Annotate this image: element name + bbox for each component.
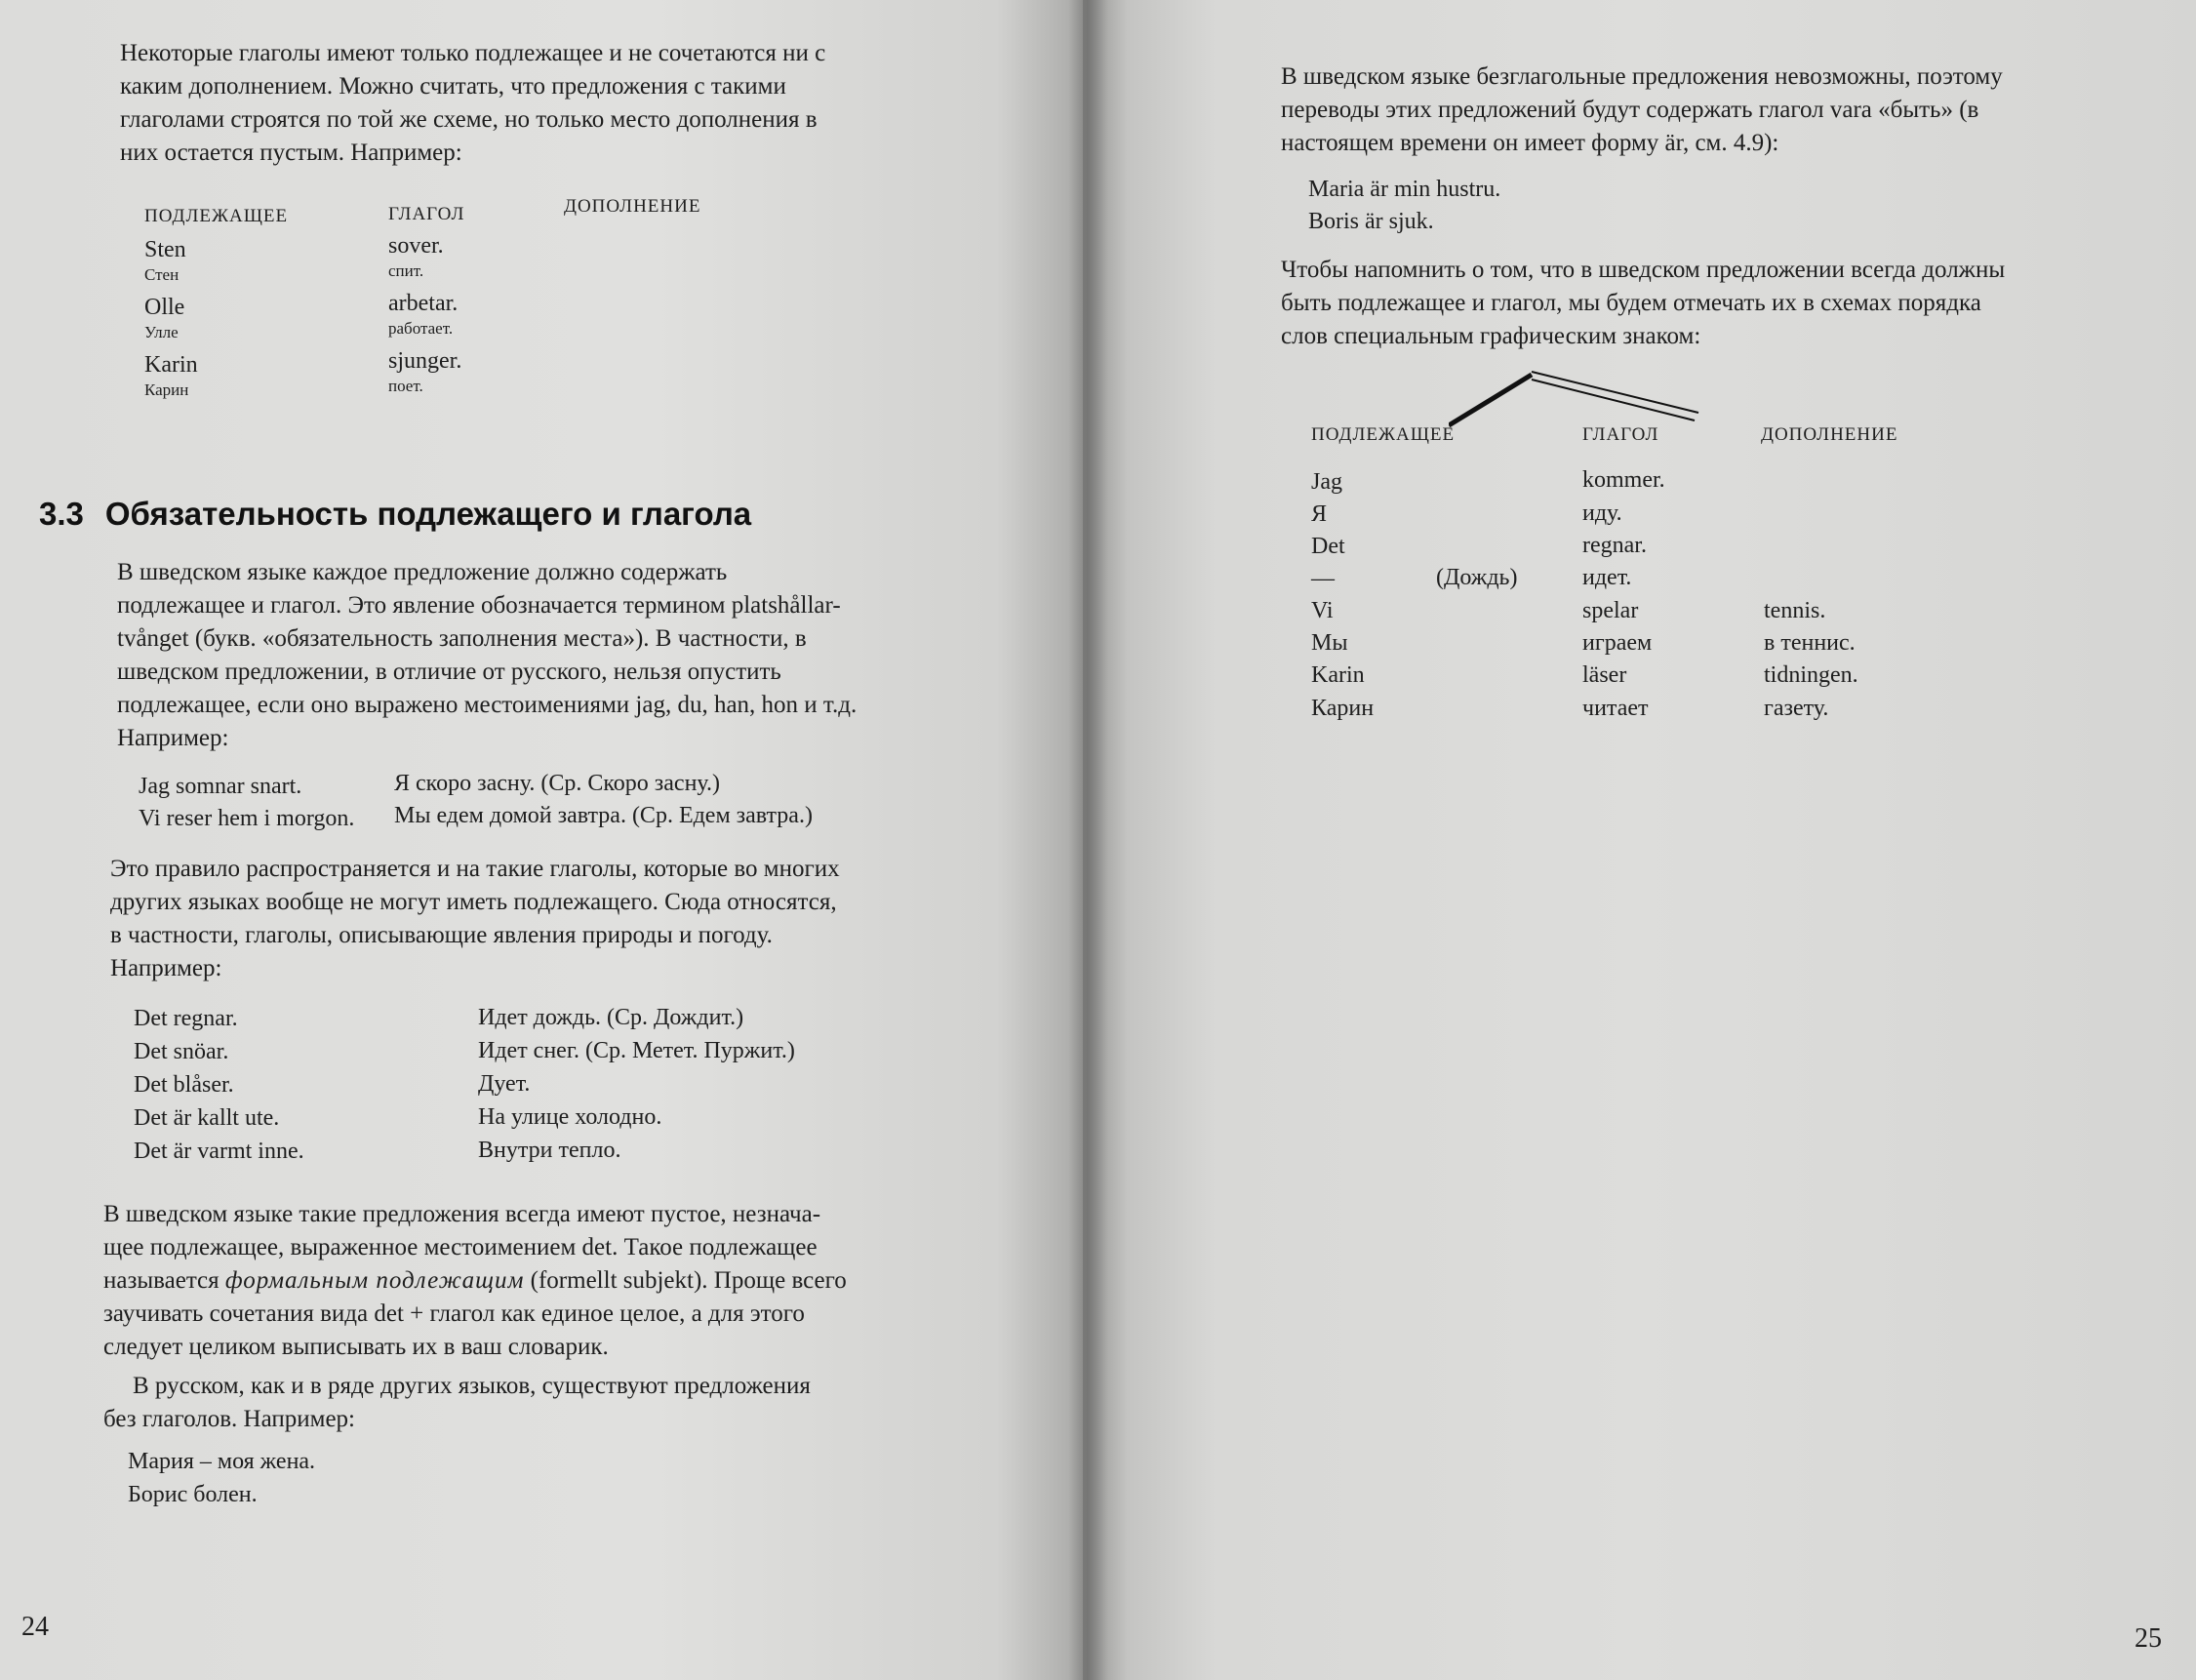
- text-line: глаголами строятся по той же схеме, но только место дополнения в: [120, 106, 818, 133]
- text-line: [103, 1264, 948, 1298]
- example-russian: Внутри тепло.: [478, 1138, 621, 1163]
- table-cell-subject: Karin: [144, 352, 198, 378]
- text-line: быть подлежащее и глагол, мы будем отмечать их в схемах порядка: [1281, 290, 1981, 316]
- left-page: [0, 0, 1083, 1680]
- text-line: настоящем времени он имеет форму är, см. 4.9):: [1281, 130, 1779, 156]
- table-cell-subject: Sten: [144, 237, 186, 262]
- table-cell-subject: —: [1311, 566, 1335, 591]
- table-cell-verb: regnar.: [1582, 533, 1647, 558]
- table-cell-verb: spelar: [1582, 598, 1639, 623]
- text-line: каким дополнением. Можно считать, что предложения с такими: [120, 73, 786, 100]
- header-object: ДОПОЛНЕНИЕ: [564, 196, 701, 217]
- header-subject: ПОДЛЕЖАЩЕЕ: [144, 206, 289, 226]
- text-line: Например:: [110, 955, 222, 981]
- table-cell-note: (Дождь): [1436, 565, 1518, 590]
- page-number: 24: [21, 1612, 49, 1642]
- text-line: без глаголов. Например:: [103, 1406, 355, 1432]
- table-cell-verb: идет.: [1582, 565, 1632, 590]
- paragraph-1: [117, 556, 954, 755]
- paragraph-2: [110, 853, 954, 985]
- paragraph-1: [1281, 60, 2137, 160]
- table-cell-verb-ru: поет.: [388, 377, 423, 395]
- text-segment: называется: [103, 1267, 225, 1294]
- text-line: них остается пустым. Например:: [120, 140, 462, 166]
- term-formal-subject: формальным подлежащим: [224, 1267, 525, 1294]
- table-cell-subject: Karin: [1311, 662, 1365, 688]
- table-cell-verb: читает: [1582, 696, 1649, 721]
- table-cell-verb-ru: работает.: [388, 319, 454, 338]
- text-line: В шведском языке каждое предложение должно содержать: [117, 559, 728, 585]
- sign-left-stroke: [1449, 375, 1532, 425]
- page-number: 25: [2135, 1623, 2162, 1654]
- text-line: В шведском языке безглагольные предложения невозможны, поэтому: [1281, 63, 2003, 90]
- intro-paragraph: [120, 37, 954, 170]
- table-cell-object: tennis.: [1764, 598, 1826, 623]
- text-line: щее подлежащее, выраженное местоимением det. Такое подлежащее: [103, 1234, 818, 1260]
- text-line: Это правило распространяется и на такие глаголы, которые во многих: [110, 856, 840, 882]
- section-title: Обязательность подлежащего и глагола: [104, 496, 752, 532]
- example-swedish: Det snöar.: [134, 1039, 229, 1064]
- example-russian: Идет дождь. (Ср. Дождит.): [478, 1005, 744, 1030]
- text-line: tvånget (букв. «обязательность заполнения места»). В частности, в: [117, 625, 807, 652]
- example-swedish: Vi reser hem i morgon.: [139, 806, 355, 831]
- section-heading: [39, 496, 751, 533]
- text-line: слов специальным графическим знаком:: [1281, 323, 1701, 349]
- table-cell-subject: Карин: [1311, 696, 1375, 721]
- table-cell-object: в теннис.: [1764, 630, 1856, 656]
- example-russian: Дует.: [478, 1071, 531, 1097]
- paragraph-2: [1281, 254, 2137, 353]
- book-gutter: [1068, 0, 1107, 1680]
- table-cell-object: tidningen.: [1764, 662, 1858, 688]
- table-cell-verb-ru: спит.: [388, 261, 424, 280]
- paragraph-3: [103, 1198, 948, 1364]
- example-swedish: Maria är min hustru.: [1308, 177, 1501, 202]
- table-cell-subject: Vi: [1311, 598, 1334, 623]
- text-line: следует целиком выписывать их в ваш словарик.: [103, 1334, 609, 1360]
- text-line: подлежащее, если оно выражено местоимениями jag, du, han, hon и т.д.: [117, 692, 858, 718]
- text-line: Чтобы напомнить о том, что в шведском предложении всегда должны: [1281, 257, 2006, 283]
- sign-right-stroke: [1532, 372, 1698, 413]
- text-line: в частности, глаголы, описывающие явления природы и погоду.: [110, 922, 773, 948]
- example-russian: На улице холодно.: [478, 1104, 662, 1130]
- text-line: заучивать сочетания вида det + глагол как единое целое, а для этого: [103, 1300, 805, 1327]
- table-cell-subject-ru: Стен: [144, 265, 180, 284]
- example-swedish: Det är kallt ute.: [134, 1105, 280, 1131]
- example-russian: Мы едем домой завтра. (Ср. Едем завтра.): [394, 803, 813, 828]
- example-swedish: Det är varmt inne.: [134, 1139, 304, 1164]
- section-number: 3.3: [39, 496, 84, 532]
- right-page: [1083, 0, 2196, 1680]
- table-cell-subject: Мы: [1311, 630, 1348, 656]
- example-russian: Я скоро засну. (Ср. Скоро засну.): [394, 771, 720, 796]
- text-line: В шведском языке такие предложения всегда имеют пустое, незнача-: [103, 1201, 821, 1227]
- header-verb: ГЛАГОЛ: [1582, 424, 1659, 445]
- example-swedish: Jag somnar snart.: [139, 774, 302, 799]
- text-line: других языках вообще не могут иметь подлежащего. Сюда относятся,: [110, 889, 837, 915]
- example-swedish: Det blåser.: [134, 1072, 234, 1098]
- header-subject: ПОДЛЕЖАЩЕЕ: [1311, 424, 1456, 445]
- table-cell-verb: läser: [1582, 662, 1627, 688]
- table-cell-subject: Det: [1311, 534, 1345, 559]
- text-line: подлежащее и глагол. Это явление обозначается термином platshållar-: [117, 592, 841, 619]
- table-cell-subject: Olle: [144, 295, 185, 320]
- table-cell-verb: иду.: [1582, 500, 1622, 526]
- table-cell-verb: sover.: [388, 233, 444, 259]
- table-cell-verb: kommer.: [1582, 467, 1665, 493]
- table-cell-subject-ru: Карин: [144, 380, 189, 399]
- text-line: шведском предложении, в отличие от русского, нельзя опустить: [117, 659, 781, 685]
- text-segment: (formellt subjekt). Проще всего: [524, 1267, 847, 1294]
- table-cell-verb: sjunger.: [388, 348, 462, 374]
- text-line: Например:: [117, 725, 229, 751]
- header-object: ДОПОЛНЕНИЕ: [1761, 424, 1898, 445]
- text-line: В русском, как и в ряде других языков, существуют предложения: [133, 1373, 811, 1399]
- example-swedish: Det regnar.: [134, 1006, 238, 1031]
- table-cell-subject-ru: Улле: [144, 323, 179, 341]
- table-cell-verb: arbetar.: [388, 291, 459, 316]
- example-russian: Мария – моя жена.: [128, 1449, 316, 1474]
- text-line: переводы этих предложений будут содержать глагол vara «быть» (в: [1281, 97, 1979, 123]
- example-swedish: Boris är sjuk.: [1308, 209, 1434, 234]
- paragraph-4: [103, 1370, 948, 1436]
- table-cell-subject: Jag: [1311, 469, 1342, 495]
- text-line: Некоторые глаголы имеют только подлежащее и не сочетаются ни с: [120, 40, 826, 66]
- example-russian: Идет снег. (Ср. Метет. Пуржит.): [478, 1038, 795, 1063]
- table-cell-verb: играем: [1582, 630, 1653, 656]
- header-verb: ГЛАГОЛ: [388, 204, 465, 224]
- table-cell-object: газету.: [1764, 696, 1829, 721]
- table-cell-subject: Я: [1311, 501, 1328, 527]
- example-russian: Борис болен.: [128, 1482, 258, 1507]
- sign-right-stroke: [1532, 380, 1695, 420]
